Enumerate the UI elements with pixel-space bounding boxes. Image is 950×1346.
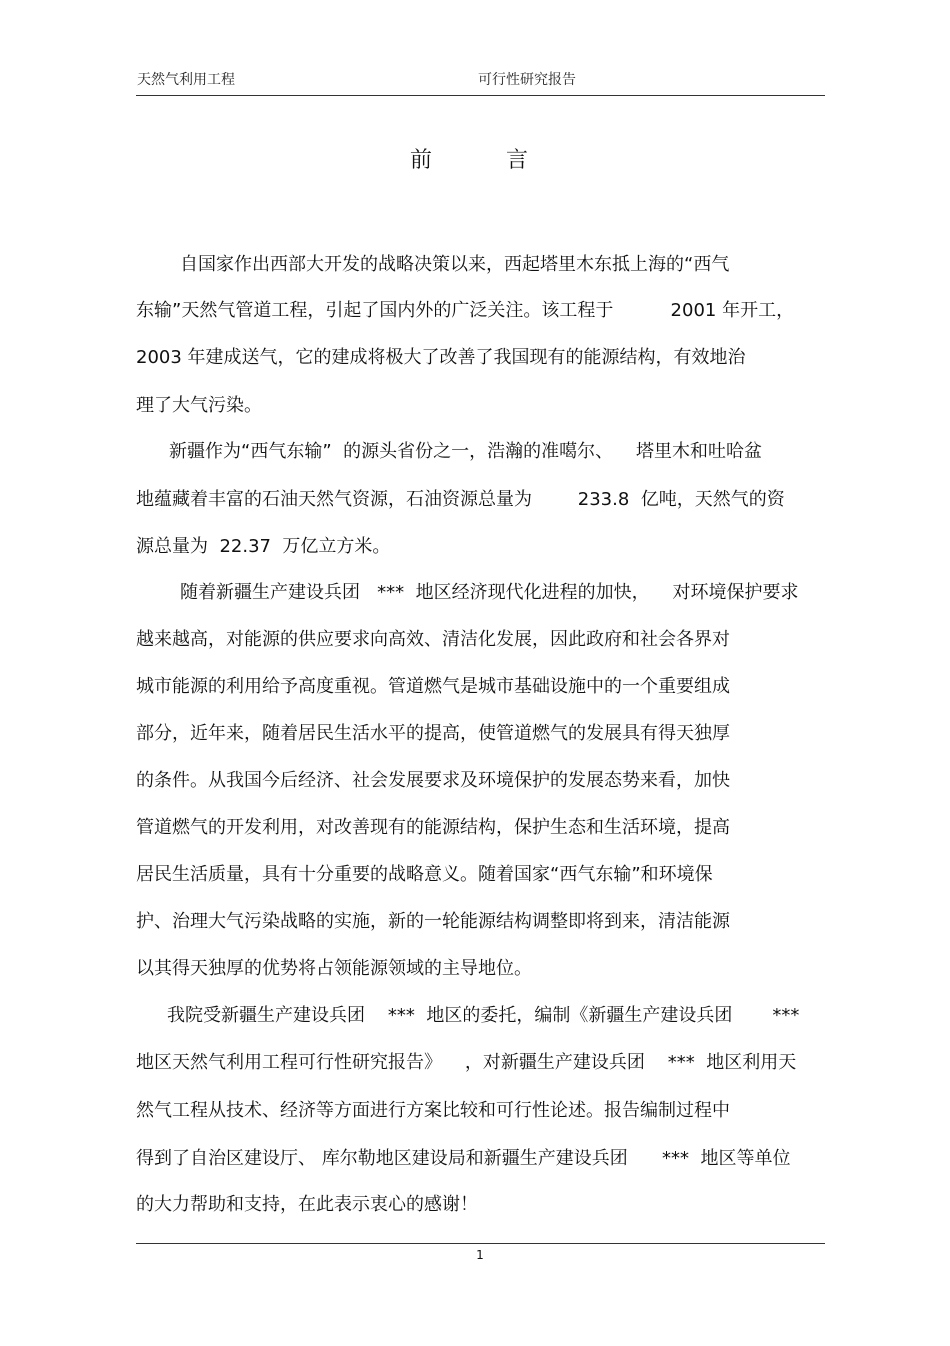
text-line: 我院受新疆生产建设兵团 *** 地区的委托，编制《新疆生产建设兵团 *** xyxy=(167,1005,800,1026)
text-line: 居民生活质量，具有十分重要的战略意义。随着国家“西气东输”和环境保 xyxy=(136,864,713,885)
text-line: 理了大气污染。 xyxy=(136,395,262,416)
text-line: 源总量为 22.37 万亿立方米。 xyxy=(136,536,391,557)
text-line: 地区天然气利用工程可行性研究报告》 ，对新疆生产建设兵团 *** 地区利用天 xyxy=(136,1052,797,1073)
text-line: 护、治理大气污染战略的实施，新的一轮能源结构调整即将到来，清洁能源 xyxy=(136,911,730,932)
header-left-text: 天然气利用工程 xyxy=(137,72,235,88)
text-line: 地蕴藏着丰富的石油天然气资源，石油资源总量为 233.8 亿吨，天然气的资 xyxy=(136,489,785,510)
header-rule xyxy=(136,95,825,96)
text-line: 越来越高，对能源的供应要求向高效、清洁化发展，因此政府和社会各界对 xyxy=(136,629,730,650)
text-line: 的大力帮助和支持，在此表示衷心的感谢！ xyxy=(136,1194,478,1215)
page-title: 前言 xyxy=(409,148,602,173)
footer-rule xyxy=(136,1243,825,1244)
text-line: 城市能源的利用给予高度重视。管道燃气是城市基础设施中的一个重要组成 xyxy=(136,676,730,697)
page-number: 1 xyxy=(476,1248,484,1262)
text-line: 2003 年建成送气，它的建成将极大了改善了我国现有的能源结构，有效地治 xyxy=(136,347,746,368)
header-center-text: 可行性研究报告 xyxy=(478,72,576,88)
text-line: 以其得天独厚的优势将占领能源领域的主导地位。 xyxy=(136,958,532,979)
text-line: 管道燃气的开发利用，对改善现有的能源结构，保护生态和生活环境，提高 xyxy=(136,817,730,838)
text-line: 的条件。从我国今后经济、社会发展要求及环境保护的发展态势来看，加快 xyxy=(136,770,730,791)
text-line: 东输”天然气管道工程，引起了国内外的广泛关注。该工程于 2001 年开工， xyxy=(136,300,795,321)
text-line: 然气工程从技术、经济等方面进行方案比较和可行性论述。报告编制过程中 xyxy=(136,1100,730,1121)
text-line: 部分，近年来，随着居民生活水平的提高，使管道燃气的发展具有得天独厚 xyxy=(136,723,730,744)
text-line: 得到了自治区建设厅、 库尔勒地区建设局和新疆生产建设兵团 *** 地区等单位 xyxy=(136,1148,791,1169)
text-line: 新疆作为“西气东输” 的源头省份之一，浩瀚的准噶尔、 塔里木和吐哈盆 xyxy=(169,441,762,462)
text-line: 自国家作出西部大开发的战略决策以来，西起塔里木东抵上海的“西气 xyxy=(180,254,730,275)
text-line: 随着新疆生产建设兵团 *** 地区经济现代化进程的加快， 对环境保护要求 xyxy=(180,582,799,603)
